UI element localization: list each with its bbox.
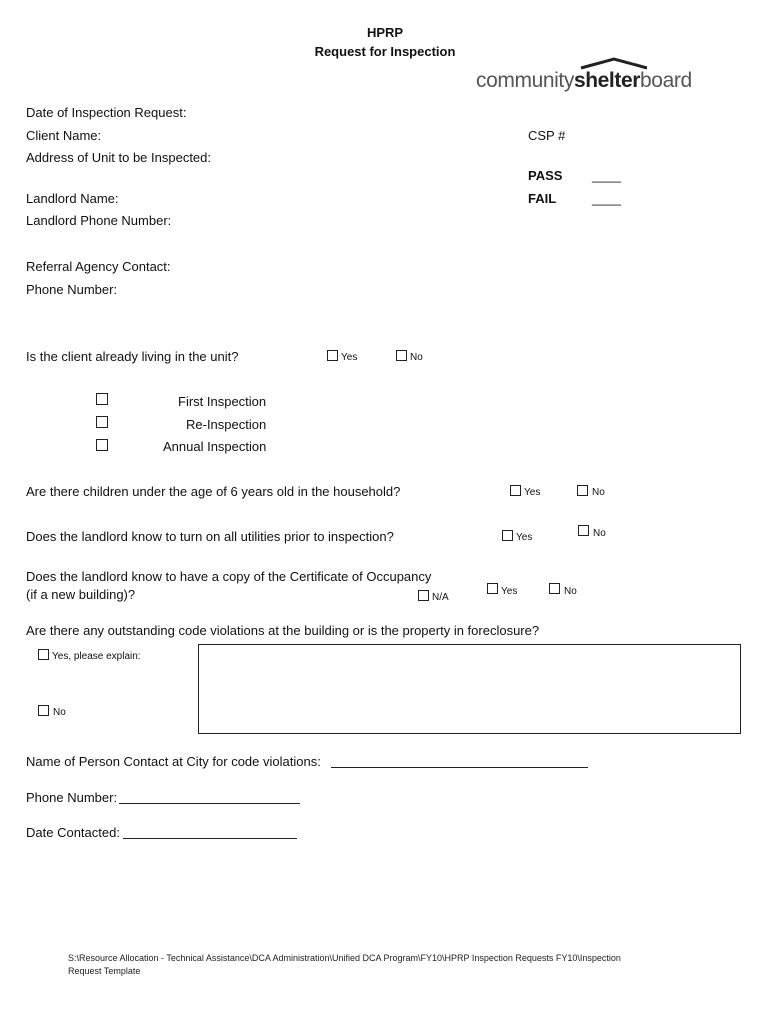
footer-path-line1: S:\Resource Allocation - Technical Assistance\DCA Administration\Unified DCA Program\FY10\HPRP Inspection Requests FY10\Inspection — [68, 953, 621, 963]
date-request-label: Date of Inspection Request: — [26, 105, 187, 120]
logo-text-board: board — [640, 69, 692, 92]
certificate-na-label: N/A — [432, 592, 449, 603]
footer-path-line2: Request Template — [68, 966, 141, 976]
first-inspection-label: First Inspection — [178, 394, 267, 409]
city-phone-line[interactable] — [119, 803, 300, 804]
certificate-question-line1: Does the landlord know to have a copy of the Certificate of Occupancy — [26, 569, 432, 584]
living-no-checkbox[interactable] — [396, 350, 407, 361]
certificate-no-label: No — [564, 586, 577, 597]
utilities-no-label: No — [593, 528, 606, 539]
date-contacted-line[interactable] — [123, 838, 297, 839]
certificate-yes-label: Yes — [501, 586, 518, 597]
utilities-yes-label: Yes — [516, 532, 533, 543]
address-label: Address of Unit to be Inspected: — [26, 150, 211, 165]
children-no-label: No — [592, 487, 605, 498]
violations-explain-box[interactable] — [198, 644, 741, 734]
violations-no-checkbox[interactable] — [38, 705, 49, 716]
violations-yes-checkbox[interactable] — [38, 649, 49, 660]
pass-blank[interactable]: ____ — [592, 168, 621, 183]
csp-label: CSP # — [528, 128, 566, 143]
certificate-yes-checkbox[interactable] — [487, 583, 498, 594]
city-contact-line[interactable] — [331, 767, 588, 768]
landlord-name-label: Landlord Name: — [26, 191, 119, 206]
children-yes-checkbox[interactable] — [510, 485, 521, 496]
living-no-label: No — [410, 352, 423, 363]
referral-contact-label: Referral Agency Contact: — [26, 259, 171, 274]
community-shelter-board-logo — [476, 56, 698, 96]
first-inspection-checkbox[interactable] — [96, 393, 108, 405]
utilities-question: Does the landlord know to turn on all utilities prior to inspection? — [26, 529, 394, 544]
children-question: Are there children under the age of 6 years old in the household? — [26, 484, 401, 499]
client-name-label: Client Name: — [26, 128, 102, 143]
living-yes-checkbox[interactable] — [327, 350, 338, 361]
children-yes-label: Yes — [524, 487, 541, 498]
form-subtitle: Request for Inspection — [314, 44, 456, 59]
utilities-yes-checkbox[interactable] — [502, 530, 513, 541]
referral-phone-label: Phone Number: — [26, 282, 118, 297]
certificate-question-line2: (if a new building)? — [26, 587, 136, 602]
date-contacted-label: Date Contacted: — [26, 825, 120, 840]
pass-label: PASS — [528, 168, 563, 183]
landlord-phone-label: Landlord Phone Number: — [26, 213, 172, 228]
living-question: Is the client already living in the unit? — [26, 349, 239, 364]
form-title: HPRP — [366, 25, 404, 40]
logo-text-community: community — [476, 69, 574, 92]
living-yes-label: Yes — [341, 352, 358, 363]
fail-blank[interactable]: ____ — [592, 191, 621, 206]
certificate-na-checkbox[interactable] — [418, 590, 429, 601]
utilities-no-checkbox[interactable] — [578, 525, 589, 536]
annual-inspection-label: Annual Inspection — [163, 439, 267, 454]
city-contact-label: Name of Person Contact at City for code violations: — [26, 754, 321, 769]
certificate-no-checkbox[interactable] — [549, 583, 560, 594]
annual-inspection-checkbox[interactable] — [96, 439, 108, 451]
violations-yes-label: Yes, please explain: — [52, 651, 141, 662]
children-no-checkbox[interactable] — [577, 485, 588, 496]
re-inspection-label: Re-Inspection — [186, 417, 267, 432]
city-phone-label: Phone Number: — [26, 790, 118, 805]
violations-no-label: No — [53, 707, 66, 718]
fail-label: FAIL — [528, 191, 557, 206]
re-inspection-checkbox[interactable] — [96, 416, 108, 428]
logo-text-shelter: shelter — [573, 69, 641, 92]
violations-question: Are there any outstanding code violations at the building or is the property in foreclosure? — [26, 623, 540, 638]
